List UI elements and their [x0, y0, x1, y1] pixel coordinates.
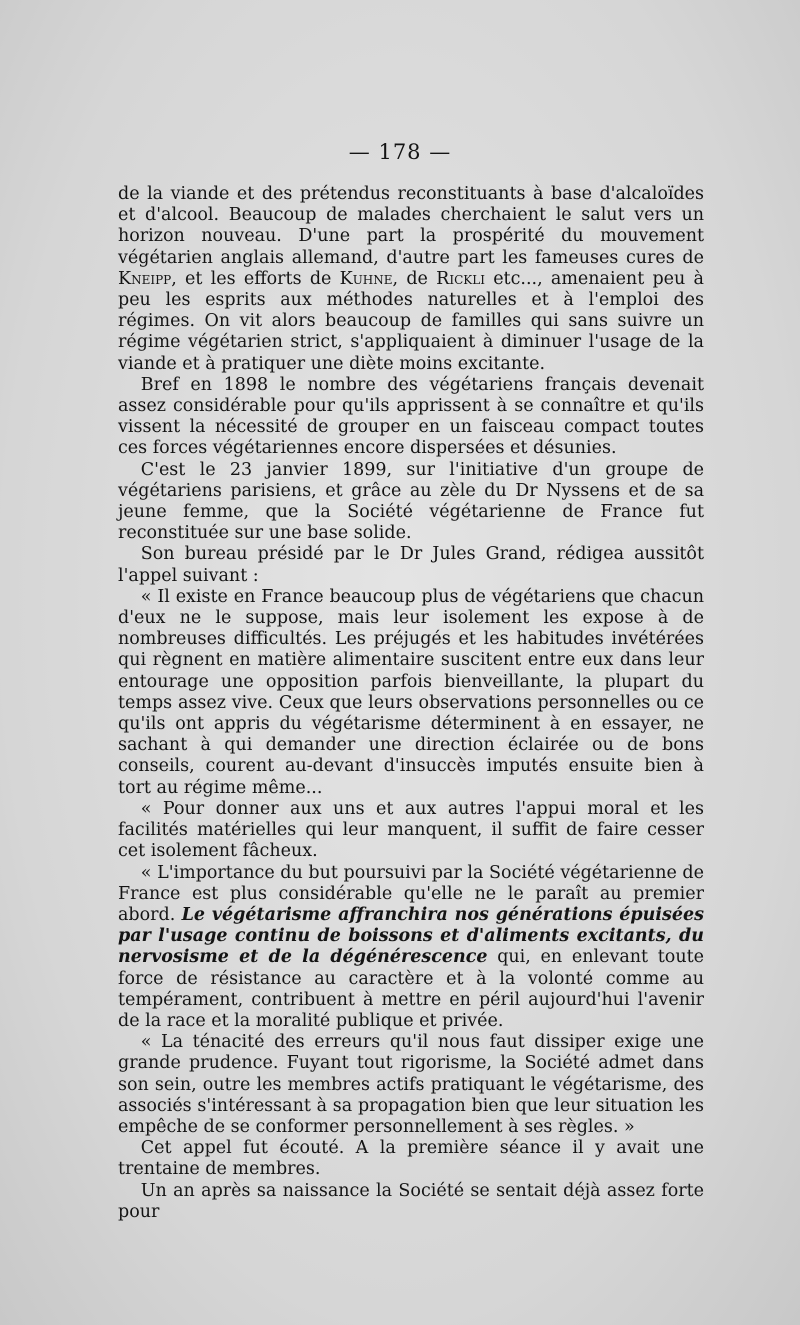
text-segment: « Il existe en France beaucoup plus de végétariens que chacun d'eux ne le suppose, mais leur isolement les expose à de nombreuses difficultés. Les préjugés et les habitudes invétérées qui règnent en matière alimentaire suscitent entre eux dans leur entourage une opposition parfois bienveillante, la plupart du temps assez vive. Ceux que leurs observations personnelles ou ce qu'ils ont appris du végétarisme déterminent à en essayer, ne sachant à qui demander une direction éclairée ou de bons conseils, courent au-devant d'insuccès imputés ensuite bien à tort au régime même... [118, 586, 704, 798]
text-segment: , et les efforts de [171, 268, 340, 289]
paragraph [118, 544, 704, 586]
text-segment: Kuhne [339, 268, 393, 289]
text-segment: Le végétarisme affranchira nos générations épuisées par l'usage continu de boissons et d'aliments excitants, du nervosisme et de la dégénérescence [118, 904, 704, 968]
paragraph [118, 1032, 704, 1138]
paragraph [118, 863, 704, 1033]
page-number: — 178 — [348, 140, 452, 164]
paragraph [118, 587, 704, 799]
text-segment: , de [392, 268, 437, 289]
text-segment: Un an après sa naissance la Société se sentait déjà assez forte pour [118, 1180, 704, 1222]
text-segment: « L'importance du but poursuivi par la Société végétarienne de France est plus considérable qu'elle ne le paraît au premier abord. [118, 862, 704, 925]
body-text [118, 184, 704, 1223]
text-segment: « Pour donner aux uns et aux autres l'appui moral et les facilités matérielles qui leur manquent, il suffit de faire cesser cet isolement fâcheux. [118, 798, 704, 862]
paragraph [118, 375, 704, 460]
text-segment: Cet appel fut écouté. A la première séance il y avait une trentaine de membres. [118, 1138, 704, 1180]
text-segment: Son bureau présidé par le Dr Jules Grand, rédigea aussitôt l'appel suivant : [118, 544, 704, 586]
text-segment: de la viande et des prétendus reconstituants à base d'alcaloïdes et d'alcool. Beaucoup de malades cherchaient le salut vers un horizon nouveau. D'une part la prospérité du mouvement végétarien anglais allemand, d'autre part les fameuses cures de [118, 184, 704, 268]
paragraph [118, 1138, 704, 1180]
text-segment: Bref en 1898 le nombre des végétariens français devenait assez considérable pour qu'ils apprissent à se connaître et qu'ils vissent la nécessité de grouper en un faisceau compact toutes ces forces végétariennes encore dispersées et désunies. [118, 374, 704, 459]
text-segment: « La ténacité des erreurs qu'il nous faut dissiper exige une grande prudence. Fuyant tout rigorisme, la Société admet dans son sein, outre les membres actifs pratiquant le végétarisme, des associés s'intéressant à sa propagation bien que leur situation les empêche de se conformer personnellement à ses règles. » [118, 1032, 704, 1137]
paragraph [118, 1181, 704, 1223]
text-segment: etc..., amenaient peu à peu les esprits aux méthodes naturelles et à l'emploi des régimes. On vit alors beaucoup de familles qui sans suivre un régime végétarien strict, s'appliquaient à diminuer l'usage de la viande et à pratiquer une diète moins excitante. [118, 268, 704, 374]
text-segment: C'est le 23 janvier 1899, sur l'initiative d'un groupe de végétariens parisiens, et grâce au zèle du Dr Nyssens et de sa jeune femme, que la Société végétarienne de France fut reconstituée sur une base solide. [118, 459, 704, 544]
paragraph [118, 799, 704, 863]
text-segment: Kneipp [118, 268, 172, 289]
text-segment: Rickli [436, 268, 485, 289]
text-segment: qui, en enlevant toute force de résistance au caractère et à la volonté comme au tempérament, contribuent à mettre en péril aujourd'hui l'avenir de la race et la moralité publique et privée. [118, 947, 704, 1031]
paragraph [118, 460, 704, 545]
paragraph [118, 184, 704, 375]
